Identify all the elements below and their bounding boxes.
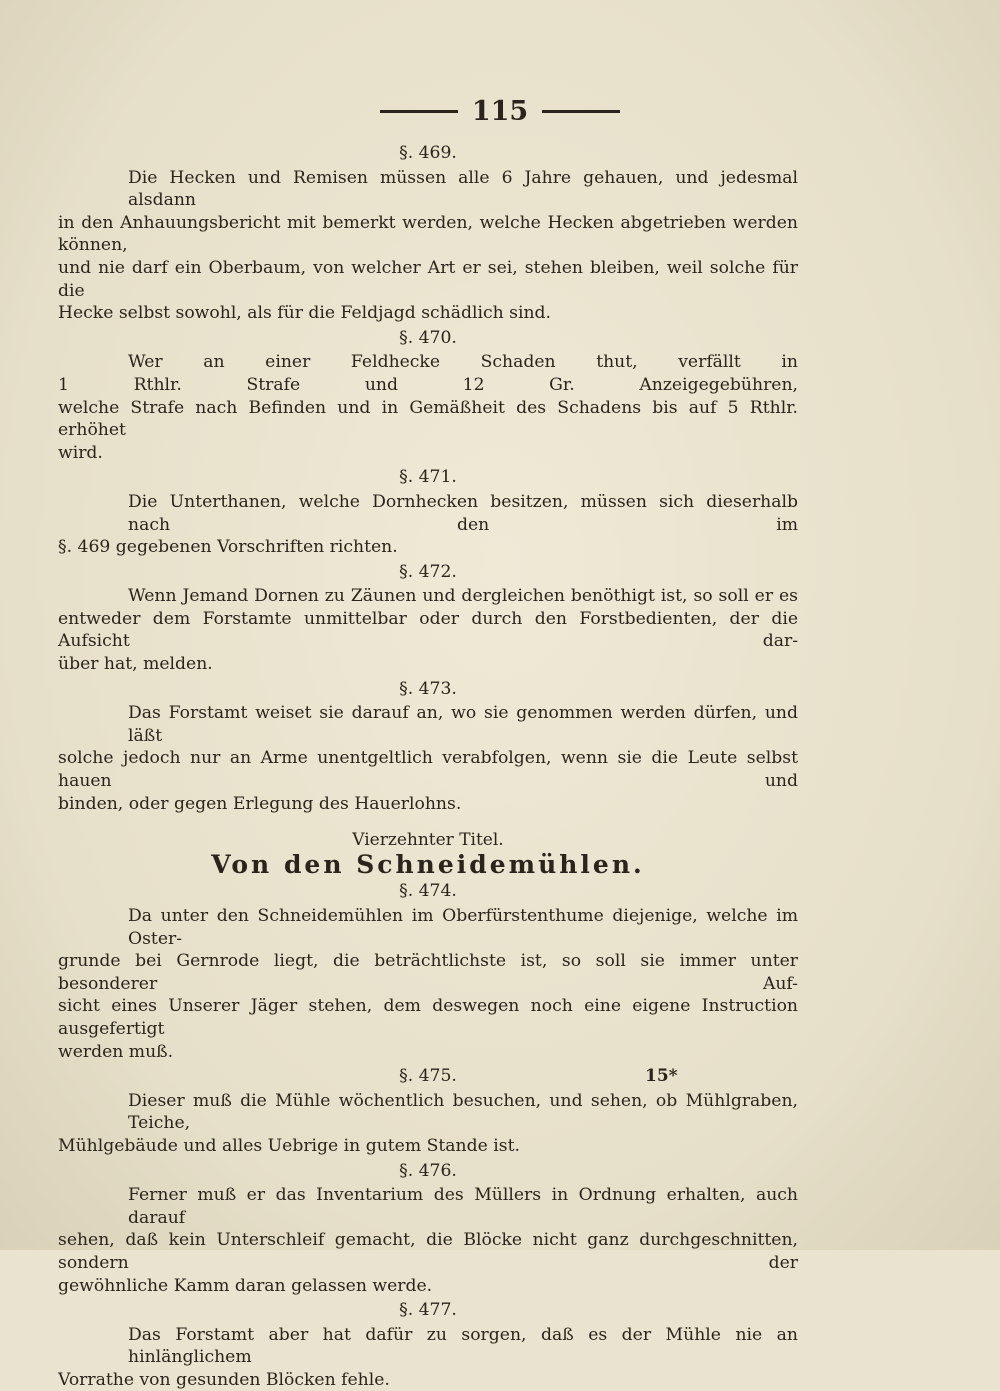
chapter-title: Von den Schneidemühlen.	[211, 849, 645, 879]
section-heading: §. 472.	[399, 561, 457, 582]
section-heading: §. 470.	[399, 327, 457, 348]
section-heading: §. 477.	[399, 1300, 457, 1321]
text-line: wird.	[58, 442, 103, 463]
signature-mark: 15*	[645, 1066, 678, 1086]
section-heading: §. 473.	[399, 678, 457, 699]
chapter-number-title: Vierzehnter Titel.	[352, 830, 504, 851]
text-line: grunde bei Gernrode liegt, die beträchtlichste ist, so soll sie immer unter besonderer Auf-	[58, 951, 798, 994]
body-text	[58, 140, 798, 1391]
section-heading: §. 471.	[399, 467, 457, 488]
section-heading: §. 469.	[399, 143, 457, 163]
text-line: Hecke selbst sowohl, als für die Feldjagd schädlich sind.	[58, 303, 551, 324]
section-paragraph	[58, 491, 798, 559]
header-rule-left	[380, 110, 458, 113]
text-line: welche Strafe nach Befinden und in Gemäßheit des Schadens bis auf 5 Rthlr. erhöhet	[58, 397, 798, 441]
text-line: gewöhnliche Kamm daran gelassen werde.	[58, 1275, 433, 1296]
section-paragraph	[58, 351, 798, 464]
sections-part-2	[58, 880, 798, 1391]
section-paragraph	[58, 1324, 798, 1391]
section-heading: §. 475.	[399, 1066, 457, 1087]
text-line: solche jedoch nur an Arme unentgeltlich verabfolgen, wenn sie die Leute selbst hauen und	[58, 748, 798, 792]
text-line: Mühlgebäude und alles Uebrige in gutem Stande ist.	[58, 1135, 520, 1156]
text-line: Dieser muß die Mühle wöchentlich besuchen, und sehen, ob Mühlgraben, Teiche,	[128, 1090, 798, 1134]
text-line: Vorrathe von gesunden Blöcken fehle.	[58, 1369, 390, 1390]
text-line: Das Forstamt weiset sie darauf an, wo sie genommen werden dürfen, und läßt	[128, 703, 798, 746]
section-paragraph	[58, 167, 798, 325]
text-line: Wer an einer Feldhecke Schaden thut, verfällt in	[128, 352, 798, 373]
sections-part-1	[58, 142, 798, 815]
text-line: über hat, melden.	[58, 654, 213, 675]
section-paragraph	[58, 905, 798, 1063]
text-line: sehen, daß kein Unterschleif gemacht, die Blöcke nicht ganz durchgeschnitten, sondern der	[58, 1230, 798, 1273]
text-line: Ferner muß er das Inventarium des Müllers in Ordnung erhalten, auch darauf	[128, 1185, 798, 1228]
header-rule-right	[542, 110, 620, 113]
text-line: Die Hecken und Remisen müssen alle 6 Jahre gehauen, und jedesmal alsdann	[128, 167, 798, 211]
text-line: Da unter den Schneidemühlen im Oberfürstenthume diejenige, welche im Oster-	[128, 906, 798, 949]
section-paragraph	[58, 1184, 798, 1297]
text-line: sicht eines Unserer Jäger stehen, dem deswegen noch eine eigene Instruction ausgefertigt	[58, 996, 798, 1039]
section-heading: §. 476.	[399, 1160, 457, 1181]
text-line: 1 Rthlr. Strafe und 12 Gr. Anzeigegebühren,	[58, 374, 798, 395]
section-paragraph	[58, 1090, 798, 1158]
section-paragraph	[58, 585, 798, 675]
text-line: Die Unterthanen, welche Dornhecken besitzen, müssen sich dieserhalb nach den im	[128, 491, 798, 535]
text-line: §. 469 gegebenen Vorschriften richten.	[58, 537, 398, 558]
page-header	[0, 96, 1000, 127]
page-number: 115	[471, 96, 529, 127]
text-line: Das Forstamt aber hat dafür zu sorgen, daß es der Mühle nie an hinlänglichem	[128, 1324, 798, 1368]
text-line: werden muß.	[58, 1041, 174, 1062]
text-line: binden, oder gegen Erlegung des Hauerlohns.	[58, 793, 462, 814]
section-heading: §. 474.	[399, 881, 457, 902]
text-line: und nie darf ein Oberbaum, von welcher Art er sei, stehen bleiben, weil solche für die	[58, 257, 798, 301]
text-line: entweder dem Forstamte unmittelbar oder durch den Forstbedienten, der die Aufsicht dar-	[58, 608, 798, 652]
text-line: Wenn Jemand Dornen zu Zäunen und dergleichen benöthigt ist, so soll er es	[128, 586, 798, 607]
section-paragraph	[58, 702, 798, 815]
text-line: in den Anhauungsbericht mit bemerkt werden, welche Hecken abgetrieben werden können,	[58, 212, 798, 256]
